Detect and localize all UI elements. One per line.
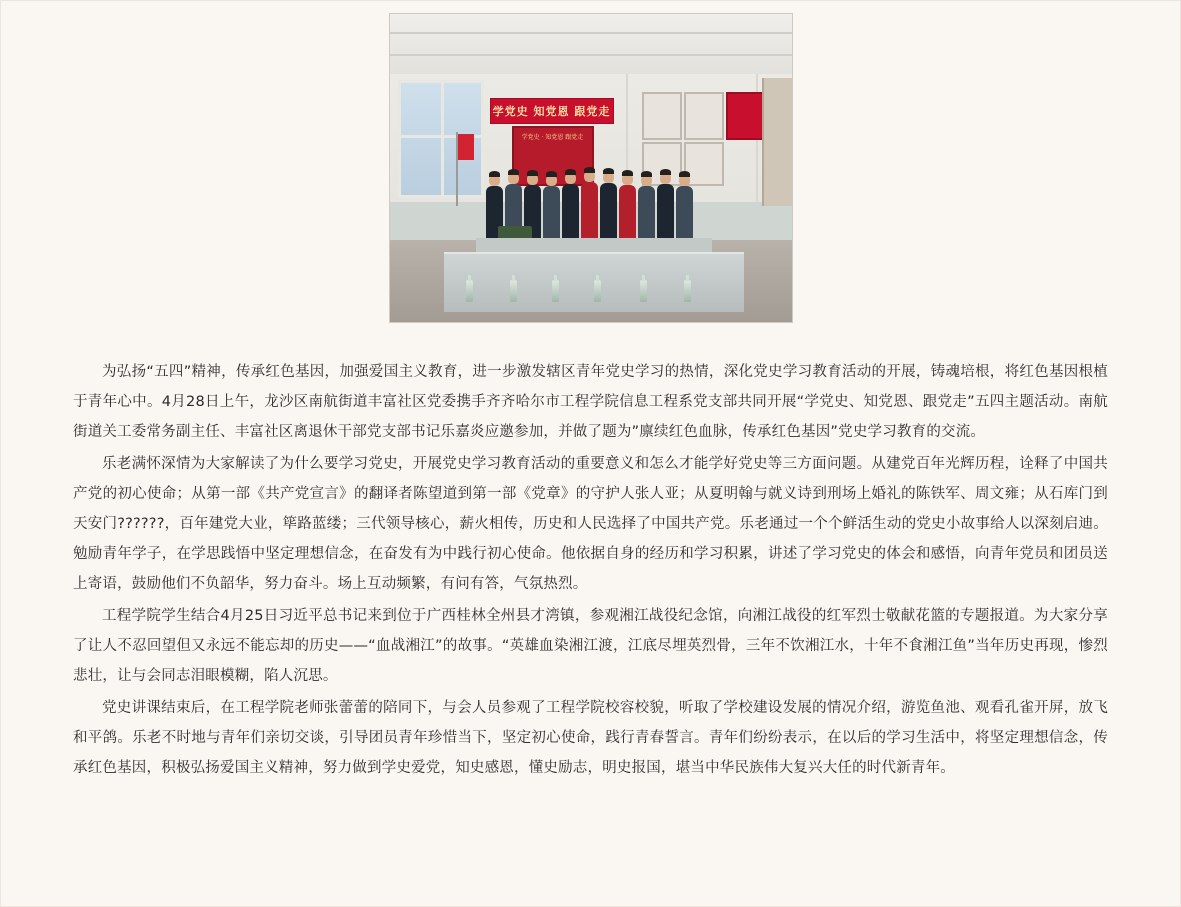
paragraph-2: 乐老满怀深情为大家解读了为什么要学习党史，开展党史学习教育活动的重要意义和怎么才能学好党史等三方面问题。从建党百年光辉历程，诠释了中国共产党的初心使命；从第一部《共产党宣言》的翻译者陈望道到第一部《党章》的守护人张人亚；从夏明翰与就义诗到刑场上婚礼的陈铁军、周文雍；从石库门到天安门??????，百年建党大业，筚路蓝缕；三代领导核心，薪火相传，历史和人民选择了中国共产党。乐老通过一个个鲜活生动的党史小故事给人以深刻启迪。勉励青年学子，在学思践悟中坚定理想信念，在奋发有为中践行初心使命。他依据自身的经历和学习积累，讲述了学习党史的体会和感悟，向青年党员和团员送上寄语，鼓励他们不负韶华，努力奋斗。场上互动频繁，有问有答，气氛热烈。 xyxy=(73,456,1108,592)
paragraph-3: 工程学院学生结合4月25日习近平总书记来到位于广西桂林全州县才湾镇，参观湘江战役纪念馆，向湘江战役的红军烈士敬献花篮的专题报道。为大家分享了让人不忍回望但又永远不能忘却的历史——“血战湘江”的故事。“英雄血染湘江渡，江底尽埋英烈骨，三年不饮湘江水，十年不食湘江鱼”当年历史再现，惨烈悲壮，让与会同志泪眼模糊，陷人沉思。 xyxy=(73,608,1108,684)
national-flag xyxy=(458,134,474,160)
wall-board-red xyxy=(726,92,764,140)
photo-container xyxy=(1,1,1180,323)
wall-board xyxy=(684,92,724,140)
wall-board xyxy=(642,92,682,140)
ceiling-line xyxy=(390,54,792,56)
ceiling-line xyxy=(390,32,792,34)
door xyxy=(762,78,792,206)
paragraph-4: 党史讲课结束后，在工程学院老师张蕾蕾的陪同下，与会人员参观了工程学院校容校貌，听取了学校建设发展的情况介绍，游览鱼池、观看孔雀开屏，放飞和平鸽。乐老不时地与青年们亲切交谈，引导团员青年珍惜当下，坚定初心使命，践行青春誓言。青年们纷纷表示，在以后的学习生活中，将坚定理想信念，传承红色基因，积极弘扬爱国主义精神，努力做到学史爱党，知史感恩，懂史励志，明史报国，堪当中华民族伟大复兴大任的时代新青年。 xyxy=(73,700,1108,776)
red-banner-text: 学党史 知党恩 跟党走 xyxy=(490,98,614,124)
conference-table xyxy=(444,252,744,312)
projection-screen-text: 学党史 · 知党恩 跟党走 xyxy=(512,126,594,186)
group-photo-image xyxy=(389,13,793,323)
ceiling xyxy=(390,14,792,76)
paragraph-1: 为弘扬“五四”精神，传承红色基因，加强爱国主义教育，进一步激发辖区青年党史学习的热情，深化党史学习教育活动的开展，铸魂培根，将红色基因根植于青年心中。4月28日上午，龙沙区南航街道丰富社区党委携手齐齐哈尔市工程学院信息工程系党支部共同开展“学党史、知党恩、跟党走”五四主题活动。南航街道关工委常务副主任、丰富社区离退休干部党支部书记乐嘉炎应邀参加，并做了题为”廪续红色血脉，传承红色基因”党史学习教育的交流。 xyxy=(73,364,1108,440)
article-body xyxy=(1,323,1180,783)
